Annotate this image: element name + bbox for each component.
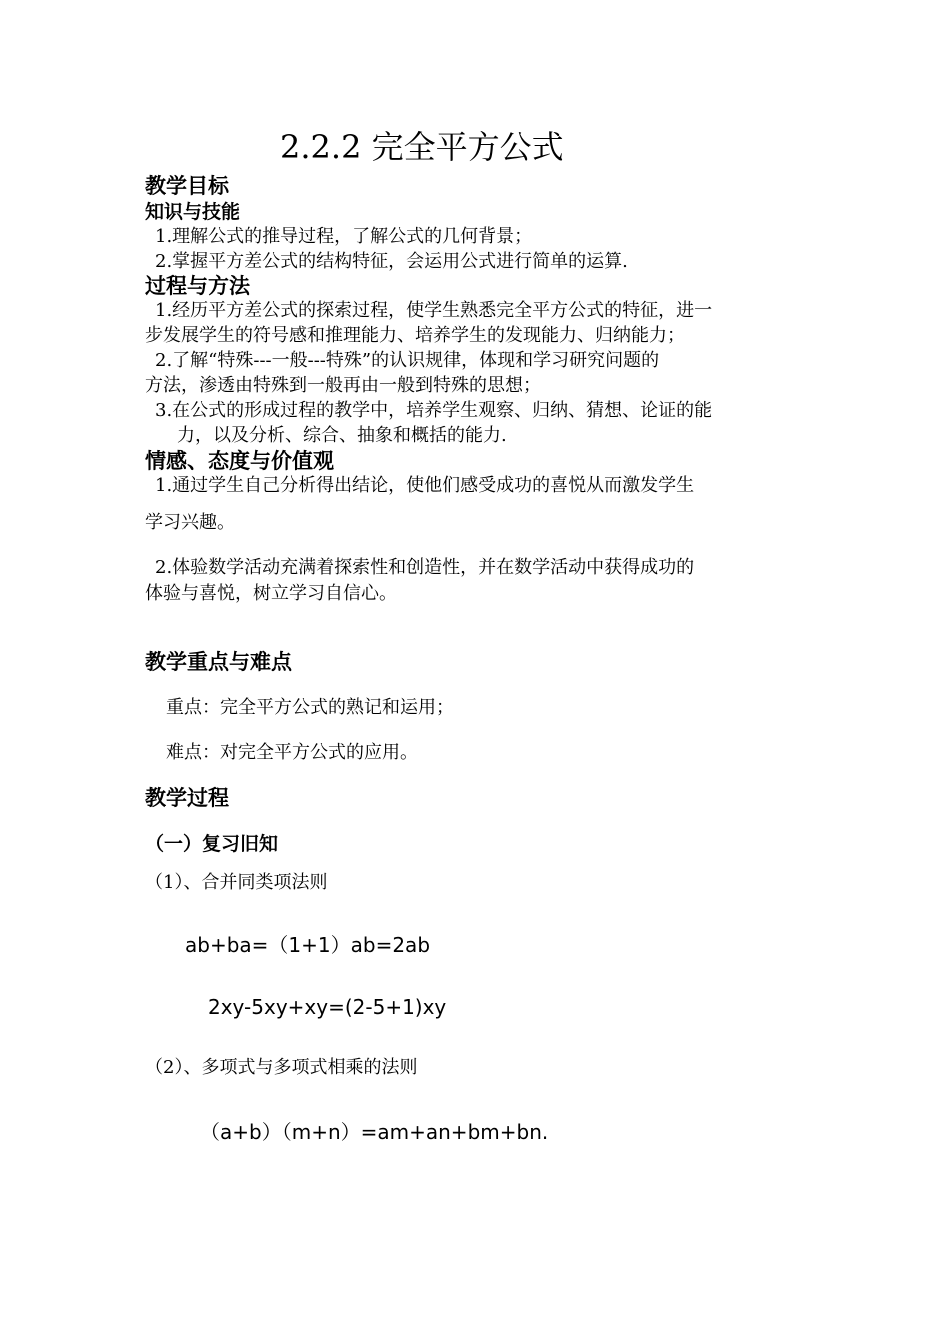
attitude-item-1-line-2: 学习兴趣。 <box>145 512 235 533</box>
formula-3: （a+b）（m+n）=am+an+bm+bn. <box>200 1120 549 1144</box>
page-title: 2.2.2 完全平方公式 <box>280 128 564 166</box>
focus-point: 重点：完全平方公式的熟记和运用； <box>166 697 454 718</box>
knowledge-heading: 知识与技能 <box>145 201 241 223</box>
process-item-2-line-1: 2.了解“特殊---一般---特殊”的认识规律，体现和学习研究问题的 <box>155 350 660 371</box>
difficulty-point: 难点：对完全平方公式的应用。 <box>166 742 418 763</box>
process-heading: 过程与方法 <box>145 274 250 298</box>
attitude-item-1-line-1: 1.通过学生自己分析得出结论，使他们感受成功的喜悦从而激发学生 <box>155 475 695 496</box>
process-item-1-line-2: 步发展学生的符号感和推理能力、培养学生的发现能力、归纳能力； <box>145 325 685 346</box>
process-item-1-line-1: 1.经历平方差公式的探索过程，使学生熟悉完全平方公式的特征，进一 <box>155 300 713 321</box>
rule-2: （2）、多项式与多项式相乘的法则 <box>145 1057 418 1078</box>
formula-1: ab+ba=（1+1）ab=2ab <box>185 933 431 957</box>
process-item-2-line-2: 方法，渗透由特殊到一般再由一般到特殊的思想； <box>145 375 541 396</box>
process-item-3-line-1: 3.在公式的形成过程的教学中，培养学生观察、归纳、猜想、论证的能 <box>155 400 713 421</box>
attitude-item-2-line-2: 体验与喜悦，树立学习自信心。 <box>145 583 397 604</box>
attitude-item-2-line-1: 2.体验数学活动充满着探索性和创造性，并在数学活动中获得成功的 <box>155 557 695 578</box>
objectives-heading: 教学目标 <box>145 174 229 198</box>
key-points-heading: 教学重点与难点 <box>145 650 292 674</box>
procedure-heading: 教学过程 <box>145 786 229 810</box>
knowledge-item-1: 1.理解公式的推导过程，了解公式的几何背景； <box>155 226 533 247</box>
review-heading: （一）复习旧知 <box>145 833 279 855</box>
rule-1: （1）、合并同类项法则 <box>145 872 328 893</box>
knowledge-item-2: 2.掌握平方差公式的结构特征，会运用公式进行简单的运算. <box>155 251 628 272</box>
process-item-3-line-2: 力，以及分析、综合、抽象和概括的能力. <box>177 425 507 446</box>
attitude-heading: 情感、态度与价值观 <box>145 449 334 473</box>
formula-2: 2xy-5xy+xy=(2-5+1)xy <box>208 995 447 1019</box>
